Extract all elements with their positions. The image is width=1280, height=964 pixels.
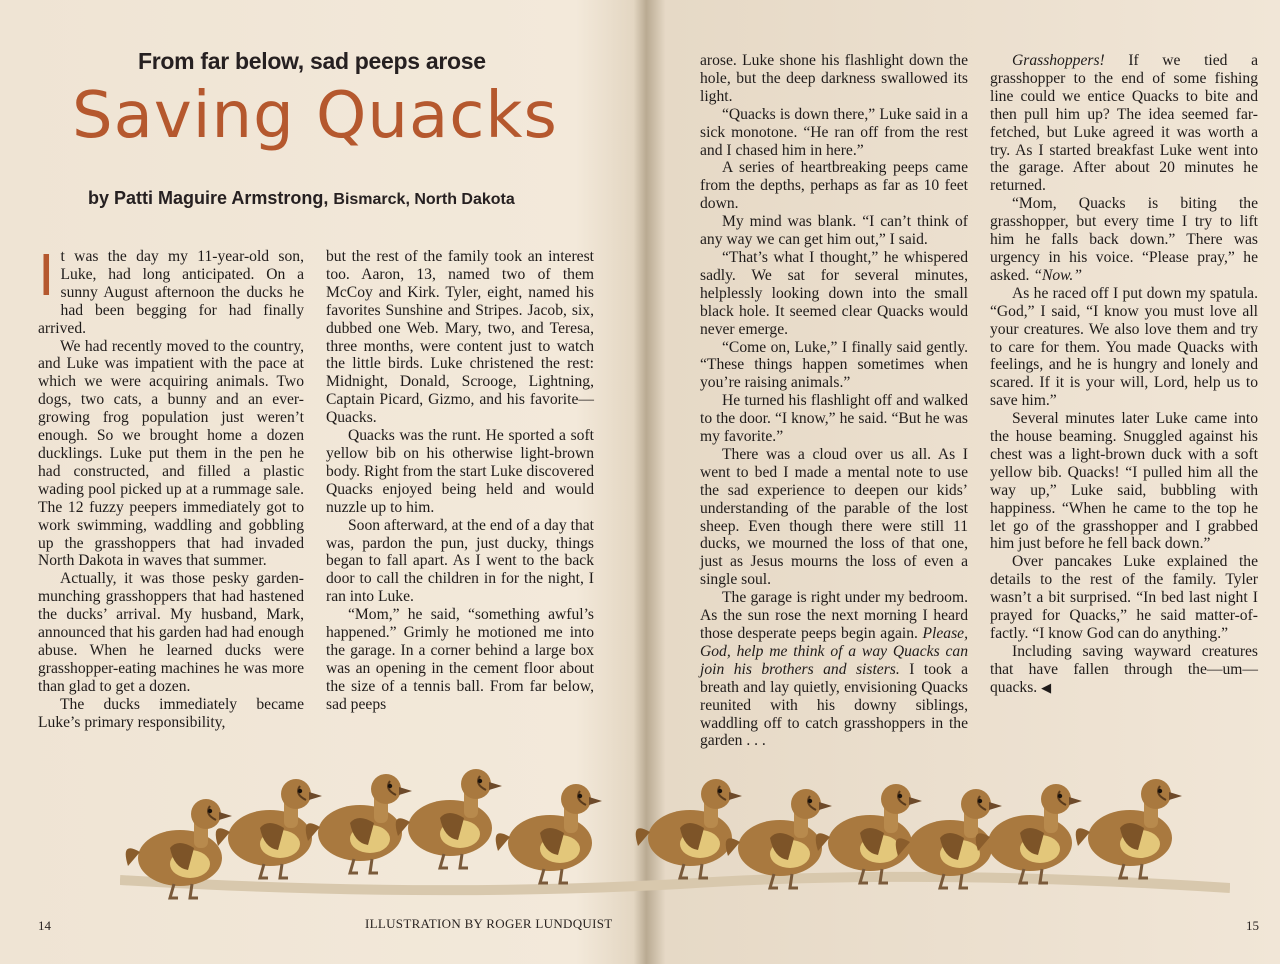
paragraph: Quacks was the runt. He sported a soft yellow bib on his otherwise light-brown body. Right from the start Luke discovered Quacks enjoyed being held and would nuzzle up to him. xyxy=(326,427,594,516)
paragraph: The ducks immediately became Luke’s primary responsibility, xyxy=(38,695,304,731)
duckling-icon xyxy=(816,784,922,883)
paragraph: Including saving wayward creatures that have fallen through the—um—quacks. ◀ xyxy=(990,642,1258,696)
paragraph: “Mom, Quacks is biting the grasshopper, but every time I try to lift him he falls back down.” There was urgency in his voice. “Please pray,” he asked. “Now.” xyxy=(990,195,1258,284)
paragraph: arose. Luke shone his flashlight down the hole, but the deep darkness swallowed its light. xyxy=(700,52,968,105)
italic-prayer: Please, God, help me think of a way Quacks can join his brothers and sisters. xyxy=(700,625,968,678)
drop-cap: I xyxy=(38,244,55,309)
italic-exclamation: Grasshoppers! xyxy=(1012,52,1105,69)
byline-author: by Patti Maguire Armstrong, xyxy=(88,188,329,208)
paragraph: Several minutes later Luke came into the house beaming. Snuggled against his chest was a light-brown duck with a soft yellow bib. Quacks! “I pulled him all the way up,” Luke said, bubbling with happiness. “When he came to the top he let go of the grasshopper and I grabbed him just before he fell back down.” xyxy=(990,410,1258,553)
paragraph: but the rest of the family took an interest too. Aaron, 13, named two of them McCoy and Kirk. Tyler, eight, named his favorites Sunshine and Stripes. Jacob, six, dubbed one Web. Mary, two, and Teresa, three months, were content just to watch the little birds. Luke christened the rest: Midnight, Donald, Scrooge, Lightning, Captain Picard, Gizmo, and his favorite—Quacks. xyxy=(326,248,594,427)
text-column-1 xyxy=(38,244,304,731)
end-mark-icon: ◀ xyxy=(1041,679,1052,695)
paragraph: He turned his flashlight off and walked to the door. “I know,” he said. “But he was my favorite.” xyxy=(700,392,968,446)
paragraph: “That’s what I thought,” he whispered sadly. We sat for several minutes, helplessly looking down into the small black hole. It seemed clear Quacks would never emerge. xyxy=(700,248,968,338)
paragraph: We had recently moved to the country, and Luke was impatient with the pace at which we were acquiring animals. Two dogs, two cats, a bunny and an ever-growing frog population just weren’t enough. So we brought home a dozen ducklings. Luke put them in the pen he had constructed, and filled a plastic wading pool picked up at a rummage sale. The 12 fuzzy peepers immediately got to work swimming, waddling and gobbling up the grasshoppers that had invaded North Dakota in waves that summer. xyxy=(38,337,304,570)
paragraph: Soon afterward, at the end of a day that was, pardon the pun, just ducky, things began to fall apart. As I went to the back door to call the children in for the night, I ran into Luke. xyxy=(326,516,594,606)
text-column-4 xyxy=(990,52,1258,697)
paragraph: As he raced off I put down my spatula. “God,” I said, “I know you must love all your creatures. We also love them and try to care for them. You made Quacks with feelings, and he is hungry and lonely and scared. If it is your will, Lord, help us to save him.” xyxy=(990,284,1258,410)
paragraph: “Mom,” he said, “something awful’s happened.” Grimly he motioned me into the garage. In a corner behind a large box was an opening in the cement floor about the size of a tennis ball. From far below, sad peeps xyxy=(326,606,594,713)
byline-location: Bismarck, North Dakota xyxy=(333,191,515,208)
paragraph: “Quacks is down there,” Luke said in a sick monotone. “He ran off from the rest and I chased him in here.” xyxy=(700,105,968,159)
duckling-icon xyxy=(396,769,502,868)
paragraph: Actually, it was those pesky garden-munching grasshoppers that had hastened the ducks’ arrival. My husband, Mark, announced that his garden had had enough abuse. When he learned ducks were grasshopper-eating machines he was more than glad to get a dozen. xyxy=(38,570,304,695)
article-byline xyxy=(88,188,515,209)
paragraph: “Come on, Luke,” I finally said gently. “These things happen sometimes when you’re raising animals.” xyxy=(700,338,968,392)
paragraph: My mind was blank. “I can’t think of any way we can get him out,” I said. xyxy=(700,213,968,249)
duckling-icon xyxy=(1076,779,1182,878)
paragraph: It was the day my 11-year-old son, Luke, had long anticipated. On a sunny August afternoon the ducks he had been begging for had finally arrived. xyxy=(38,244,304,337)
article-title: Saving Quacks xyxy=(72,79,558,153)
text-column-2 xyxy=(326,248,594,714)
ducklings-illustration xyxy=(120,748,1230,908)
italic-now: “Now.” xyxy=(1033,266,1082,284)
paragraph: Grasshoppers! If we tied a grasshopper to the end of some fishing line could we entice Quacks to bite and then pull him up? The idea seemed far-fetched, but Luke agreed it was worth a try. As I started breakfast Luke went into the garage. After about 20 minutes he returned. xyxy=(990,52,1258,195)
duckling-icon xyxy=(636,779,742,878)
paragraph: The garage is right under my bedroom. As the sun rose the next morning I heard those desperate peeps begin again. Please, God, help me think of a way Quacks can join his brothers and sisters. I took a breath and lay quietly, envisioning Quacks reunited with his downy siblings, waddling off to catch grasshoppers in the garden . . . xyxy=(700,589,968,750)
illustration-credit: ILLUSTRATION BY ROGER LUNDQUIST xyxy=(365,916,613,931)
paragraph: A series of heartbreaking peeps came from the depths, perhaps as far as 10 feet down. xyxy=(700,159,968,213)
paragraph: There was a cloud over us all. As I went to bed I made a mental note to use the sad experience to deepen our kids’ understanding of the parable of the lost sheep. Even though there were still 11 ducks, we mourned the loss of that one, just as Jesus mourns the loss of even a single soul. xyxy=(700,445,968,589)
text-column-3 xyxy=(700,52,968,750)
page-number-right: 15 xyxy=(1246,918,1259,933)
duckling-icon xyxy=(496,784,602,883)
duckling-icon xyxy=(976,784,1082,883)
article-kicker: From far below, sad peeps arose xyxy=(138,48,486,74)
paragraph: Over pancakes Luke explained the details to the rest of the family. Tyler wasn’t a bit surprised. “In bed last night I prayed for Quacks,” he said matter-of-factly. “I know God can do anything.” xyxy=(990,553,1258,642)
page-number-left: 14 xyxy=(38,918,51,933)
